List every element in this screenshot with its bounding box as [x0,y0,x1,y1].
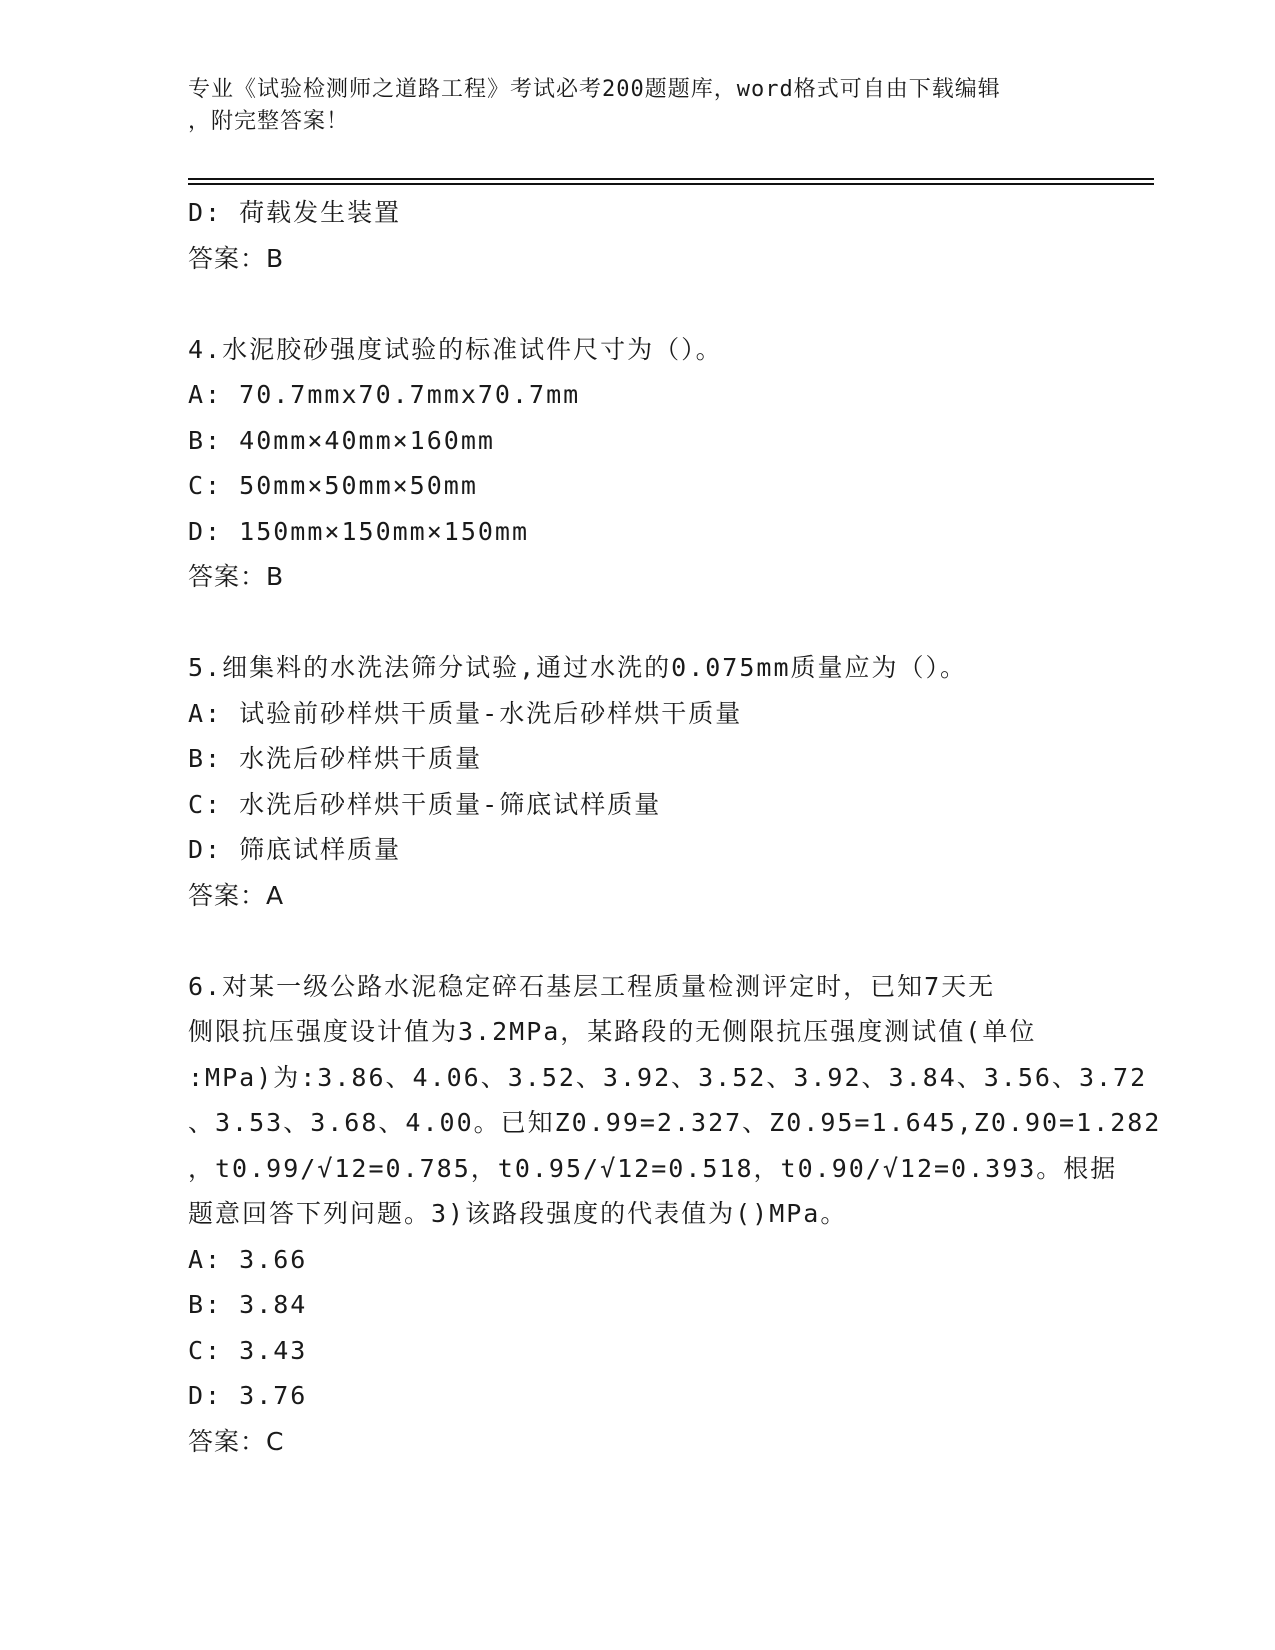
header-rule-top [188,178,1154,180]
question-6-option-b: B: 3.84 [188,1290,308,1319]
question-4-option-d: D: 150mm×150mm×150mm [188,516,530,546]
question-5-option-c: C: 水洗后砂样烘干质量-筛底试样质量 [188,789,662,819]
question-4-option-a: A: 70.7mmx70.7mmx70.7mm [188,380,581,409]
question-6-stem-line: 、3.53、3.68、4.00。已知Z0.99=2.327、Z0.95=1.645,Z0.90=1.282 [188,1108,1162,1137]
question-5-option-a: A: 试验前砂样烘干质量-水洗后砂样烘干质量 [188,698,743,728]
question-5-option-d: D: 筛底试样质量 [188,835,402,864]
question-6-stem-line: 侧限抗压强度设计值为3.2MPa，某路段的无侧限抗压强度测试值(单位 [188,1017,1037,1046]
spacer [188,281,1088,327]
spacer [188,600,1088,646]
question-6-option-d: D: 3.76 [188,1381,308,1410]
question-4-option-c: C: 50mm×50mm×50mm [188,471,478,500]
header-line-2: ，附完整答案！ [188,109,350,134]
question-6-stem-line: ，t0.99/√12=0.785，t0.95/√12=0.518，t0.90/√12=0.393。根据 [188,1153,1118,1183]
question-5 [188,645,1088,918]
question-3-option-d: D: 荷载发生装置 [188,198,402,227]
header-rule-bottom [188,183,1154,185]
question-3-tail [188,190,1088,281]
question-5-stem: 5.细集料的水洗法筛分试验,通过水洗的0.075mm质量应为（）。 [188,653,968,682]
question-5-answer: 答案：A [188,880,285,910]
question-6-stem-line: 6.对某一级公路水泥稳定碎石基层工程质量检测评定时，已知7天无 [188,971,996,1001]
question-4-stem: 4.水泥胶砂强度试验的标准试件尺寸为（）。 [188,334,723,364]
question-6-option-c: C: 3.43 [188,1335,308,1365]
question-4 [188,327,1088,600]
question-6-answer: 答案：C [188,1426,285,1456]
question-4-answer: 答案：B [188,562,285,591]
question-4-option-b: B: 40mm×40mm×160mm [188,425,495,455]
question-6-stem-line: :MPa)为:3.86、4.06、3.52、3.92、3.52、3.92、3.84、3.56、3.72 [188,1062,1148,1092]
question-6 [188,964,1162,1465]
document-header [188,74,1068,138]
question-content [188,190,1162,1464]
spacer [188,918,1088,964]
question-3-answer: 答案：B [188,243,285,273]
question-5-option-b: B: 水洗后砂样烘干质量 [188,744,483,773]
question-6-option-a: A: 3.66 [188,1244,308,1274]
question-6-stem-line: 题意回答下列问题。3)该路段强度的代表值为()MPa。 [188,1199,848,1228]
header-line-1: 专业《试验检测师之道路工程》考试必考200题题库，word格式可自由下载编辑 [188,77,1001,102]
